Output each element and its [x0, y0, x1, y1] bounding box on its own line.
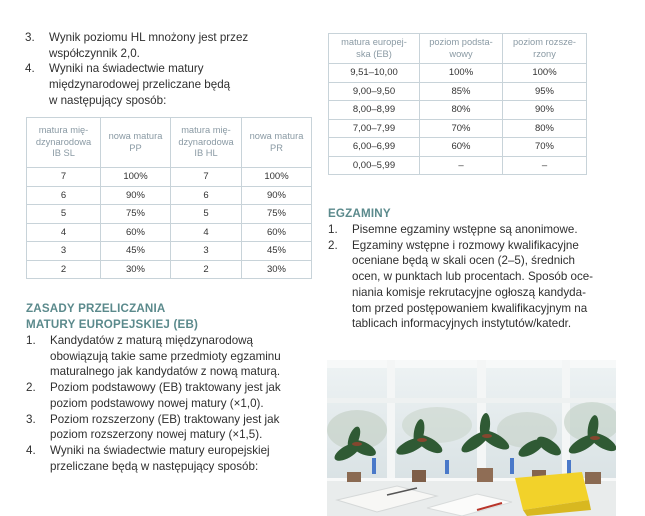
ib-conversion-table — [26, 117, 312, 279]
table-row: 2 30% 2 30% — [27, 260, 312, 279]
table-header-row — [27, 118, 312, 168]
col-header-extended: poziom rozsze- rzony — [503, 34, 587, 64]
col-header-pr: nowa matura PR — [242, 118, 312, 168]
table-row: 3 45% 3 45% — [27, 242, 312, 261]
list-item: 3. Poziom rozszerzony (EB) traktowany jest jak poziom rozszerzony nowej matury (×1,5). — [26, 412, 280, 442]
exams-heading: EGZAMINY — [328, 207, 391, 220]
table-row: 6 90% 6 90% — [27, 186, 312, 205]
col-header-pp: nowa matura PP — [101, 118, 171, 168]
table-row: 5 75% 5 75% — [27, 205, 312, 224]
exams-list — [328, 222, 623, 332]
table-row: 6,00–6,99 60% 70% — [329, 138, 587, 157]
list-item: 3. Wynik poziomu HL mnożony jest przez współczynnik 2,0. — [25, 31, 249, 60]
list-item: 2. Poziom podstawowy (EB) traktowany jest jak poziom podstawowy nowej matury (×1,0). — [26, 381, 281, 410]
col-header-basic: poziom podsta- wowy — [420, 34, 503, 64]
table-row: 9,00–9,50 85% 95% — [329, 82, 587, 101]
classroom-photo-illustration — [327, 360, 616, 516]
col-header-eb: matura europej- ska (EB) — [329, 34, 420, 64]
list-item: 4. Wyniki na świadectwie matury europejskiej przeliczane będą w następujący sposób: — [26, 443, 270, 473]
col-header-ib-hl: matura mię- dzynarodowa IB HL — [171, 118, 242, 168]
table-header-row — [329, 34, 587, 64]
table-row: 0,00–5,99 – – — [329, 156, 587, 175]
eb-conversion-table — [328, 33, 587, 175]
table-row: 7,00–7,99 70% 80% — [329, 119, 587, 138]
col-header-ib-sl: matura mię- dzynarodowa IB SL — [27, 118, 101, 168]
eb-section-heading: ZASADY PRZELICZANIA MATURY EUROPEJSKIEJ (EB) — [26, 302, 199, 331]
table-row: 8,00–8,99 80% 90% — [329, 101, 587, 120]
ib-rules-list — [25, 30, 305, 109]
list-item: 2. Egzaminy wstępne i rozmowy kwalifikacyjne oceniane będą w skali ocen (2–5), średnich ocen, w punktach lub procentach. Sposób oce- niania komisje rekrutacyjne ogłoszą kandyda- tom przed postępowaniem kwalifikacyjnym na tablicach informacyjnych instytutów/katedr. — [328, 238, 594, 331]
list-item: 1. Pisemne egzaminy wstępne są anonimowe. — [328, 223, 578, 236]
table-row: 7 100% 7 100% — [27, 168, 312, 187]
list-item: 1. Kandydatów z maturą międzynarodową obowiązują takie same przedmioty egzaminu maturalnego jak kandydatów z nową maturą. — [26, 334, 281, 379]
eb-rules-list — [26, 333, 316, 474]
classroom-plants-photo — [327, 360, 616, 516]
list-item: 4. Wyniki na świadectwie matury międzynarodowej przeliczane będą w następujący sposób: — [25, 62, 231, 107]
table-row: 4 60% 4 60% — [27, 223, 312, 242]
table-row: 9,51–10,00 100% 100% — [329, 64, 587, 83]
